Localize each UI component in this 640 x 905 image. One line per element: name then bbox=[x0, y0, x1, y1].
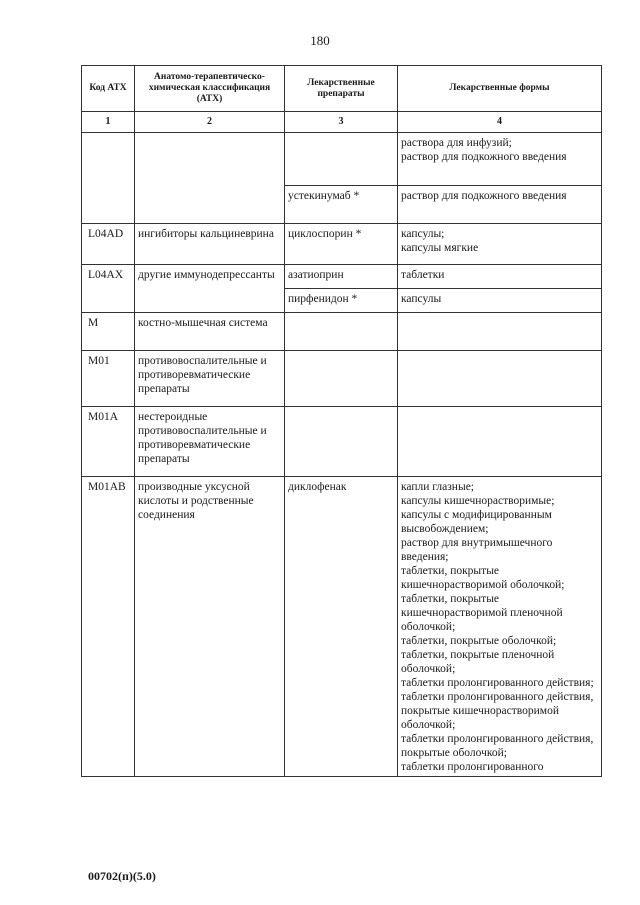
column-number: 1 bbox=[82, 112, 135, 133]
form-item: таблетки пролонгированного действия, покрытые оболочкой; bbox=[401, 733, 594, 759]
drug-cell bbox=[285, 133, 398, 186]
atc-cell: костно-мышечная система bbox=[135, 313, 285, 351]
form-item: капсулы bbox=[401, 293, 442, 305]
drug-cell: пирфенидон * bbox=[285, 289, 398, 313]
forms-cell bbox=[398, 289, 602, 313]
table-row bbox=[82, 477, 602, 777]
column-number: 2 bbox=[135, 112, 285, 133]
atc-cell: другие иммунодепрессанты bbox=[135, 265, 285, 313]
form-item: таблетки пролонгированного bbox=[401, 761, 544, 773]
form-item: таблетки bbox=[401, 269, 445, 281]
form-item: раствор для подкожного введения bbox=[401, 151, 567, 163]
table-row bbox=[82, 351, 602, 407]
forms-cell bbox=[398, 407, 602, 477]
table-row bbox=[82, 313, 602, 351]
forms-cell bbox=[398, 186, 602, 224]
drug-cell bbox=[285, 313, 398, 351]
table-row bbox=[82, 133, 602, 186]
page-number: 180 bbox=[310, 33, 330, 48]
drug-cell bbox=[285, 351, 398, 407]
table-row bbox=[82, 407, 602, 477]
form-item: таблетки пролонгированного действия, покрытые кишечнорастворимой оболочкой; bbox=[401, 691, 594, 731]
header-code: Код АТХ bbox=[82, 66, 135, 112]
form-item: капсулы мягкие bbox=[401, 242, 479, 254]
code-cell: L04AX bbox=[82, 265, 135, 313]
header-forms: Лекарственные формы bbox=[398, 66, 602, 112]
code-cell: M01A bbox=[82, 407, 135, 477]
table-row bbox=[82, 224, 602, 265]
form-item: раствор для подкожного введения bbox=[401, 190, 567, 202]
form-item: раствора для инфузий; bbox=[401, 137, 512, 149]
form-item: капсулы; bbox=[401, 228, 445, 240]
drug-cell bbox=[285, 407, 398, 477]
code-cell: L04AD bbox=[82, 224, 135, 265]
forms-cell bbox=[398, 351, 602, 407]
header-atc: Анатомо-терапевтическо-химическая классификация (АТХ) bbox=[135, 66, 285, 112]
atc-cell: производные уксусной кислоты и родственные соединения bbox=[135, 477, 285, 777]
atc-cell: ингибиторы кальциневрина bbox=[135, 224, 285, 265]
atc-cell: нестероидные противовоспалительные и противоревматические препараты bbox=[135, 407, 285, 477]
drug-table bbox=[81, 65, 602, 777]
drug-cell: циклоспорин * bbox=[285, 224, 398, 265]
form-item: таблетки, покрытые кишечнорастворимой оболочкой; bbox=[401, 565, 565, 591]
form-item: таблетки, покрытые пленочной оболочкой; bbox=[401, 649, 555, 675]
code-cell: M01AB bbox=[82, 477, 135, 777]
forms-cell bbox=[398, 133, 602, 186]
atc-cell: противовоспалительные и противоревматические препараты bbox=[135, 351, 285, 407]
atc-cell bbox=[135, 133, 285, 224]
code-cell: M bbox=[82, 313, 135, 351]
drug-cell: азатиоприн bbox=[285, 265, 398, 289]
form-item: капсулы с модифицированным высвобождением; bbox=[401, 509, 552, 535]
forms-cell bbox=[398, 224, 602, 265]
drug-cell: устекинумаб * bbox=[285, 186, 398, 224]
forms-cell bbox=[398, 313, 602, 351]
forms-cell bbox=[398, 265, 602, 289]
form-item: таблетки, покрытые оболочкой; bbox=[401, 635, 557, 647]
code-cell bbox=[82, 133, 135, 224]
form-item: капсулы кишечнорастворимые; bbox=[401, 495, 555, 507]
document-footer-code: 00702(п)(5.0) bbox=[88, 869, 156, 883]
forms-cell bbox=[398, 477, 602, 777]
column-number: 4 bbox=[398, 112, 602, 133]
table-header-row bbox=[82, 66, 602, 112]
table-row bbox=[82, 265, 602, 289]
form-item: таблетки пролонгированного действия; bbox=[401, 677, 594, 689]
form-item: раствор для внутримышечного введения; bbox=[401, 537, 553, 563]
drug-cell: диклофенак bbox=[285, 477, 398, 777]
form-item: таблетки, покрытые кишечнорастворимой пленочной оболочкой; bbox=[401, 593, 563, 633]
column-number: 3 bbox=[285, 112, 398, 133]
form-item: капли глазные; bbox=[401, 481, 474, 493]
code-cell: M01 bbox=[82, 351, 135, 407]
header-drugs: Лекарственные препараты bbox=[285, 66, 398, 112]
column-number-row bbox=[82, 112, 602, 133]
